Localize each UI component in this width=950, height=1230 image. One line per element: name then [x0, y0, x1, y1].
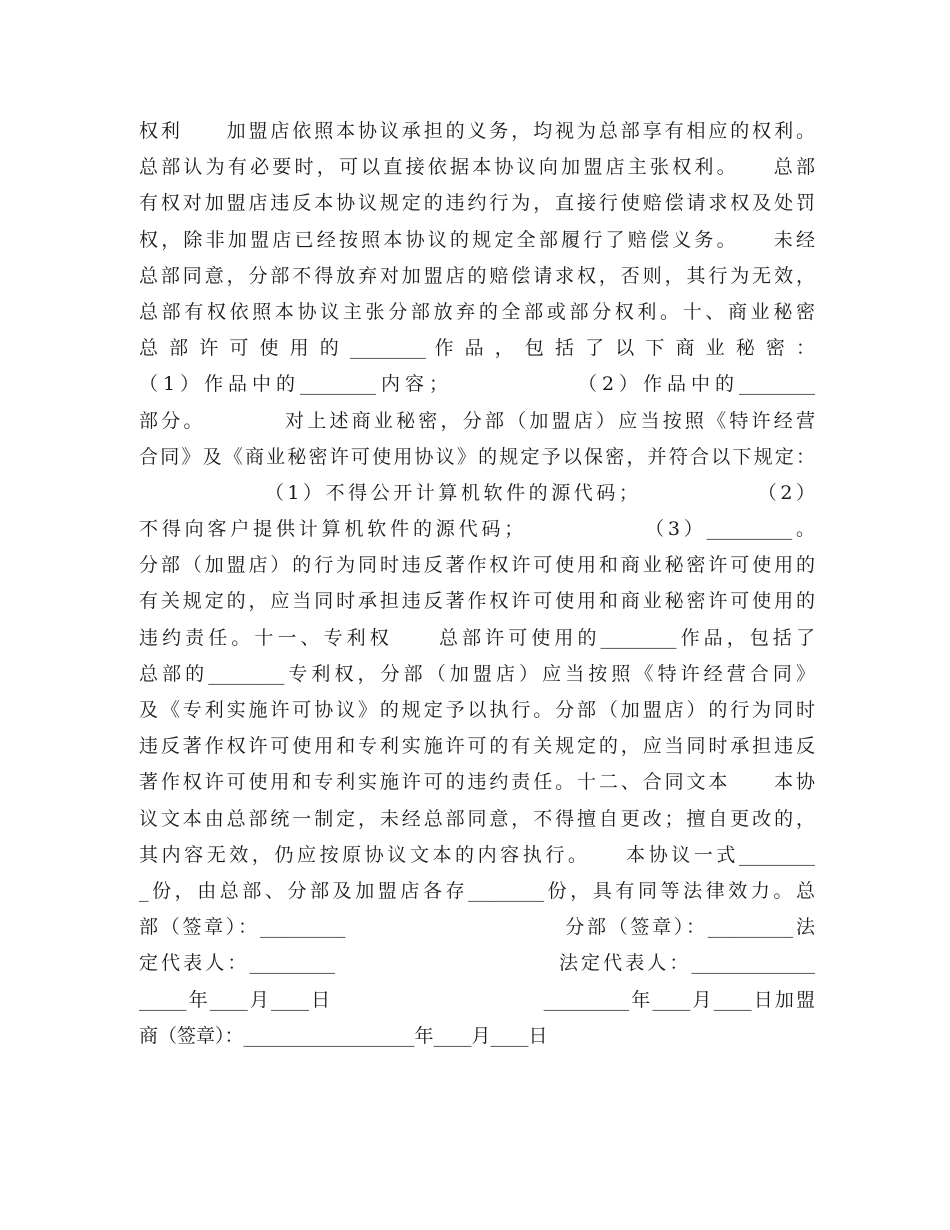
text-line: 定代表人：_________ 法定代表人：_____________ [139, 952, 815, 975]
text-line: 合同》及《商业秘密许可使用协议》的规定予以保密，并符合以下规定： [139, 445, 815, 468]
text-line: 总 部 许 可 使 用 的 ________ 作 品 ， 包 括 了 以 下 商 业 秘 密 ： [139, 337, 815, 360]
text-line: 总部认为有必要时，可以直接依据本协议向加盟店主张权利。 总部 [139, 156, 815, 179]
text-line: 分部（加盟店）的行为同时违反著作权许可使用和商业秘密许可使用的 [139, 554, 815, 577]
text-line: 著作权许可使用和专利实施许可的违约责任。十二、合同文本 本协 [139, 771, 815, 794]
text-line: 议文本由总部统一制定，未经总部同意，不得擅自更改；擅自更改的， [139, 807, 815, 830]
text-line: 不得向客户提供计算机软件的源代码； （3）_________。 [139, 518, 815, 541]
text-line: 及《专利实施许可协议》的规定予以执行。分部（加盟店）的行为同时 [139, 699, 815, 721]
text-line: 有关规定的，应当同时承担违反著作权许可使用和商业秘密许可使用的 [139, 590, 815, 613]
text-line: 总部同意，分部不得放弃对加盟店的赔偿请求权，否则，其行为无效， [139, 264, 815, 287]
text-line: （1）作品中的________内容； （2）作品中的________ [139, 373, 815, 396]
text-line: 权利 加盟店依照本协议承担的义务，均视为总部享有相应的权利。 [139, 120, 815, 142]
text-line: 部分。 对上述商业秘密，分部（加盟店）应当按照《特许经营 [139, 409, 815, 432]
text-line: 有权对加盟店违反本协议规定的违约行为，直接行使赔偿请求权及处罚 [139, 192, 815, 215]
text-line-last: 商（签章）：__________________年____月____日 [139, 1024, 548, 1047]
text-line: 总部的________专利权，分部（加盟店）应当按照《特许经营合同》 [139, 662, 815, 685]
text-line: _份，由总部、分部及加盟店各存________份，具有同等法律效力。总 [139, 879, 815, 902]
text-line: 总部有权依照本协议主张分部放弃的全部或部分权利。十、商业秘密 [139, 300, 815, 323]
text-line: 其内容无效，仍应按原协议文本的内容执行。 本协议一式________ [139, 843, 815, 866]
contract-body-text [139, 113, 815, 1054]
text-line: 部（签章）：_________ 分部（签章）：_________法 [139, 916, 815, 939]
text-line: 权，除非加盟店已经按照本协议的规定全部履行了赔偿义务。 未经 [139, 228, 815, 251]
text-line: _____年____月____日 _________年____月____日加盟 [139, 988, 815, 1011]
text-line: 违约责任。十一、专利权 总部许可使用的________作品，包括了 [139, 626, 815, 649]
text-line: （1）不得公开计算机软件的源代码； （2） [139, 481, 815, 504]
text-line: 违反著作权许可使用和专利实施许可的有关规定的，应当同时承担违反 [139, 735, 815, 758]
